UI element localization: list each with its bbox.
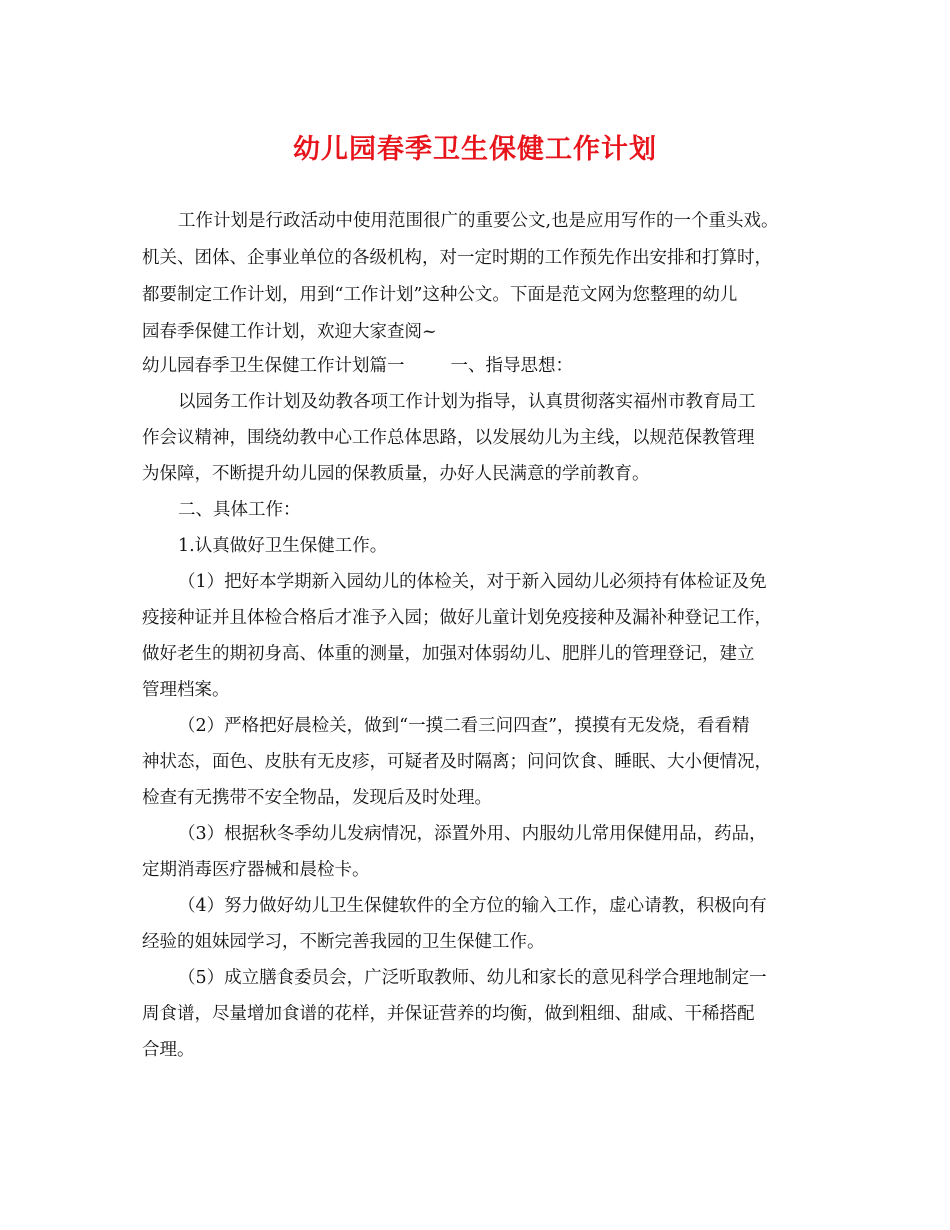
intro-line: 园春季保健工作计划，欢迎大家查阅~ xyxy=(142,322,437,342)
paragraph-5-line: （5）成立膳食委员会，广泛听取教师、幼儿和家长的意见科学合理地制定一 xyxy=(178,968,767,988)
paragraph-2-line: （2）严格把好晨检关，做到“一摸二看三问四查”，摸摸有无发烧，看看精 xyxy=(178,716,750,736)
intro-line: 机关、团体、企事业单位的各级机构，对一定时期的工作预先作出安排和打算时， xyxy=(142,248,772,268)
paragraph-1-line: （1）把好本学期新入园幼儿的体检关，对于新入园幼儿必须持有体检证及免 xyxy=(178,572,767,592)
guiding-heading: 一、指导思想： xyxy=(450,356,573,376)
item1-heading: 1.认真做好卫生保健工作。 xyxy=(178,536,388,556)
paragraph-1-line: 管理档案。 xyxy=(142,680,230,700)
paragraph-1-line: 做好老生的期初身高、体重的测量，加强对体弱幼儿、肥胖儿的管理登记，建立 xyxy=(142,644,755,664)
guiding-line: 以园务工作计划及幼教各项工作计划为指导，认真贯彻落实福州市教育局工 xyxy=(178,392,756,412)
intro-line: 工作计划是行政活动中使用范围很广的重要公文,也是应用写作的一个重头戏。 xyxy=(178,211,779,231)
paragraph-3-line: （3）根据秋冬季幼儿发病情况，添置外用、内服幼儿常用保健用品，药品， xyxy=(178,824,767,844)
paragraph-4-line: 经验的姐妹园学习，不断完善我园的卫生保健工作。 xyxy=(142,932,545,952)
section-heading-title: 幼儿园春季卫生保健工作计划篇一 xyxy=(142,356,405,376)
paragraph-5-line: 周食谱，尽量增加食谱的花样，并保证营养的均衡，做到粗细、甜咸、干稀搭配 xyxy=(142,1004,755,1024)
section-heading xyxy=(142,353,573,379)
guiding-line: 为保障，不断提升幼儿园的保教质量，办好人民满意的学前教育。 xyxy=(142,464,650,484)
page-title: 幼儿园春季卫生保健工作计划 xyxy=(293,134,657,165)
paragraph-5-line: 合理。 xyxy=(142,1040,195,1060)
paragraph-4-line: （4）努力做好幼儿卫生保健软件的全方位的输入工作，虚心请教，积极向有 xyxy=(178,896,767,916)
paragraph-1-line: 疫接种证并且体检合格后才准予入园；做好儿童计划免疫接种及漏补种登记工作， xyxy=(142,608,772,628)
paragraph-3-line: 定期消毒医疗器械和晨检卡。 xyxy=(142,860,370,880)
intro-line: 都要制定工作计划，用到“工作计划”这种公文。下面是范文网为您整理的幼儿 xyxy=(142,285,738,305)
paragraph-2-line: 检查有无携带不安全物品，发现后及时处理。 xyxy=(142,788,492,808)
guiding-line: 作会议精神，围绕幼教中心工作总体思路，以发展幼儿为主线，以规范保教管理 xyxy=(142,428,755,448)
paragraph-2-line: 神状态，面色、皮肤有无皮疹，可疑者及时隔离；问问饮食、睡眠、大小便情况， xyxy=(142,752,772,772)
specific-heading: 二、具体工作： xyxy=(178,500,301,520)
